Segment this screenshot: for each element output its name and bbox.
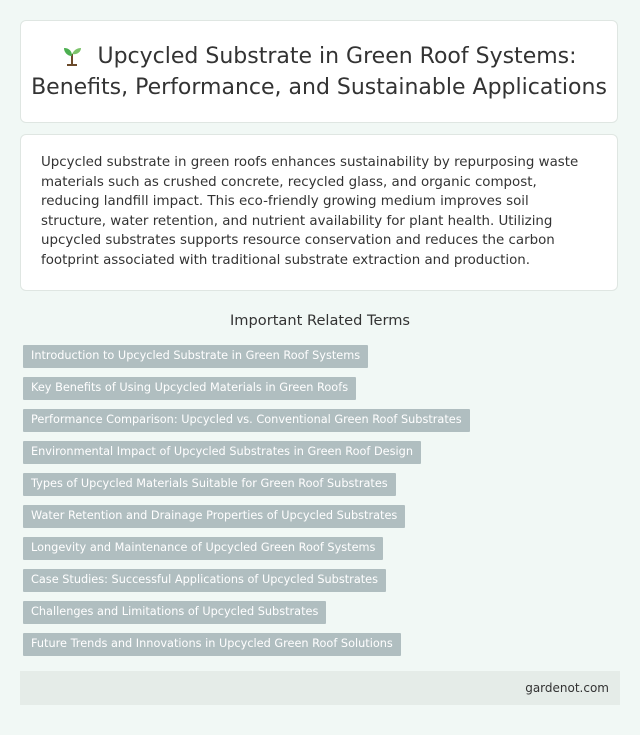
related-term-tag[interactable]: Key Benefits of Using Upcycled Materials in Green Roofs <box>23 377 356 400</box>
related-term-tag[interactable]: Environmental Impact of Upcycled Substrates in Green Roof Design <box>23 441 421 464</box>
summary-text: Upcycled substrate in green roofs enhances sustainability by repurposing waste materials such as crushed concrete, recycled glass, and organic compost, reducing landfill impact. This eco-friendly growing medium improves soil structure, water retention, and nutrient availability for plant health. Utilizing upcycled substrates supports resource conservation and reduces the carbon footprint associated with traditional substrate extraction and production. <box>41 155 579 268</box>
footer <box>20 671 620 705</box>
footer-site-link[interactable]: gardenot.com <box>525 681 609 695</box>
summary-card <box>20 134 618 291</box>
related-term-tag[interactable]: Types of Upcycled Materials Suitable for Green Roof Substrates <box>23 473 396 496</box>
title-card <box>20 20 618 123</box>
sprout-icon <box>61 44 83 66</box>
page-title-text: Upcycled Substrate in Green Roof Systems: Benefits, Performance, and Sustainable Applications <box>31 43 607 100</box>
related-term-tag[interactable]: Challenges and Limitations of Upcycled Substrates <box>23 601 326 624</box>
related-terms-heading: Important Related Terms <box>229 312 411 329</box>
related-term-tag[interactable]: Case Studies: Successful Applications of Upcycled Substrates <box>23 569 386 592</box>
related-terms-list <box>23 345 623 665</box>
related-term-tag[interactable]: Performance Comparison: Upcycled vs. Conventional Green Roof Substrates <box>23 409 470 432</box>
related-term-tag[interactable]: Introduction to Upcycled Substrate in Green Roof Systems <box>23 345 368 368</box>
page-title <box>21 41 617 103</box>
related-term-tag[interactable]: Water Retention and Drainage Properties of Upcycled Substrates <box>23 505 405 528</box>
related-term-tag[interactable]: Longevity and Maintenance of Upcycled Green Roof Systems <box>23 537 383 560</box>
related-term-tag[interactable]: Future Trends and Innovations in Upcycled Green Roof Solutions <box>23 633 401 656</box>
